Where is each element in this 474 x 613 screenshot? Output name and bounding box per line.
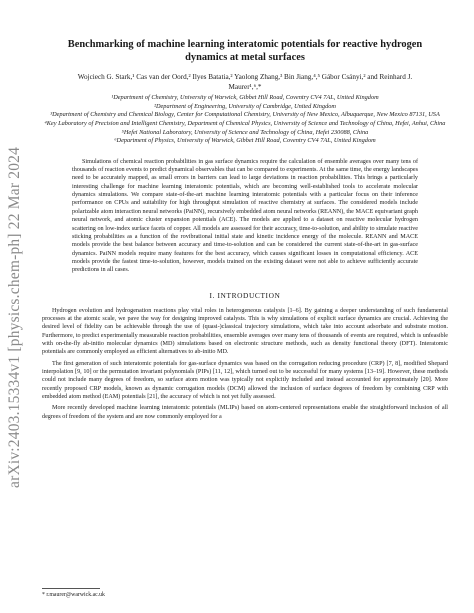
- paragraph: Hydrogen evolution and hydrogenation reactions play vital roles in heterogeneous catalysis [1–6]. By gaining a deeper understanding of such fundamental processes at the atomic scale, we pave the way for designing improved catalysts. This is why simulations of explicit surface dynamics are crucial. Achieving the desired level of fidelity can be achievable through the use of (quasi-)classical trajectory simulations, which take into account adsorbate and substrate motion. Furthermore, to predict experimentally measurable reaction probabilities, ensemble averages over many tens of thousands of events are required, which is unfeasible with on-the-fly ab-initio molecular dynamics (MD) simulations based on electronic structure methods, such as density functional theory (DFT). Interatomic potentials are commonly employed as efficient alternatives to ab-initio MD.: [42, 307, 448, 356]
- affiliation-4: ⁴Key Laboratory of Precision and Intelligent Chemistry, Department of Chemical Physics, University of Science and Technology of China, Hefei, Anhui, China: [44, 119, 446, 127]
- section-heading: I. INTRODUCTION: [209, 290, 281, 300]
- abstract: Simulations of chemical reaction probabilities in gas surface dynamics require the calculation of ensemble averages over many tens of thousands of reaction events to predict dynamical observables that can be compared to experiments. At the same time, the energy landscapes need to be accurately mapped, as small errors in barriers can lead to large deviations in reaction probabilities. This brings a particularly interesting challenge for machine learning interatomic potentials, which are becoming well-established tools to accelerate molecular dynamics simulations. We compare state-of-the-art machine learning interatomic potentials with a particular focus on their inference performance on CPUs and suitability for high throughput simulation of reactive chemistry at surfaces. The considered models include polarizable atom interaction neural networks (PaiNN), recursively embedded atom neural networks (REANN), the MACE equivariant graph neural network, and atomic cluster expansion potentials (ACE). The models are applied to a dataset on reactive molecular hydrogen scattering on low-index surface facets of copper. All models are assessed for their accuracy, time-to-solution, and ability to simulate reactive sticking probabilities as a function of the rovibrational initial state and kinetic incidence energy of the molecule. REANN and MACE models provide the best balance between accuracy and time-to-solution and can be considered the current state-of-the-art in gas-surface dynamics. PaiNN models require many features for the best accuracy, which causes significant losses in computational efficiency. ACE models provide the fastest time-to-solution, however, models trained on the existing dataset were not able to achieve sufficiently accurate predictions in all cases.: [72, 158, 418, 274]
- footnote-divider: [42, 588, 100, 589]
- introduction-body: [42, 307, 448, 421]
- affiliation-5: ⁵Hefei National Laboratory, University of Science and Technology of China, Hefei 230088, China: [121, 128, 369, 136]
- affiliation-6: ⁶Department of Physics, University of Warwick, Gibbet Hill Road, Coventry CV4 7AL, United Kingdom: [114, 137, 376, 145]
- paper-title: Benchmarking of machine learning interatomic potentials for reactive hydrogen dynamics at metal surfaces: [67, 39, 423, 63]
- affiliation-1: ¹Department of Chemistry, University of Warwick, Gibbet Hill Road, Coventry CV4 7AL, United Kingdom: [111, 94, 379, 102]
- arxiv-sidebar: [6, 128, 34, 488]
- paragraph: The first generation of such interatomic potentials for gas-surface dynamics was based on the corrugation reducing procedure (CRP) [7, 8], modified Shepard interpolation [9, 10] or the permutation invariant polynomials (PIPs) [11, 12], which turned out to be successful for many systems [13–19]. However, these methods could not include many degrees of freedom, so surface atom motion was typically not explicitly included and instead accounted for approximately [20]. More recently proposed CRP models, known as dynamic corrugation models (DCM) allowed the inclusion of surface degrees of freedom by combining CRP with embedded atom method (EAM) potentials [21], the accuracy of which is not yet fully assessed.: [42, 360, 448, 400]
- paragraph: More recently developed machine learning interatomic potentials (MLIPs) based on atom-centered representations enable the straightforward inclusion of all degrees of freedom of the system and are now commonly employed for a: [42, 405, 448, 420]
- affiliation-3: ³Department of Chemistry and Chemical Biology, Center for Computational Chemistry, University of New Mexico, Albuquerque, New Mexico 87131, USA: [50, 111, 440, 119]
- affiliation-2: ²Department of Engineering, University of Cambridge, United Kingdom: [154, 102, 336, 110]
- author-list: Wojciech G. Stark,¹ Cas van der Oord,² Ilyes Batatia,² Yaolong Zhang,³ Bin Jiang,⁴,⁵ Gábor Csányi,² and Reinhard J. Maurer¹,⁶,*: [77, 73, 413, 91]
- arxiv-identifier: arXiv:2403.15334v1 [physics.chem-ph] 22 Mar 2024: [6, 146, 23, 488]
- corresponding-author-email[interactable]: * r.maurer@warwick.ac.uk: [42, 592, 105, 598]
- paper-page: [42, 38, 448, 424]
- affiliation-list: [42, 94, 448, 146]
